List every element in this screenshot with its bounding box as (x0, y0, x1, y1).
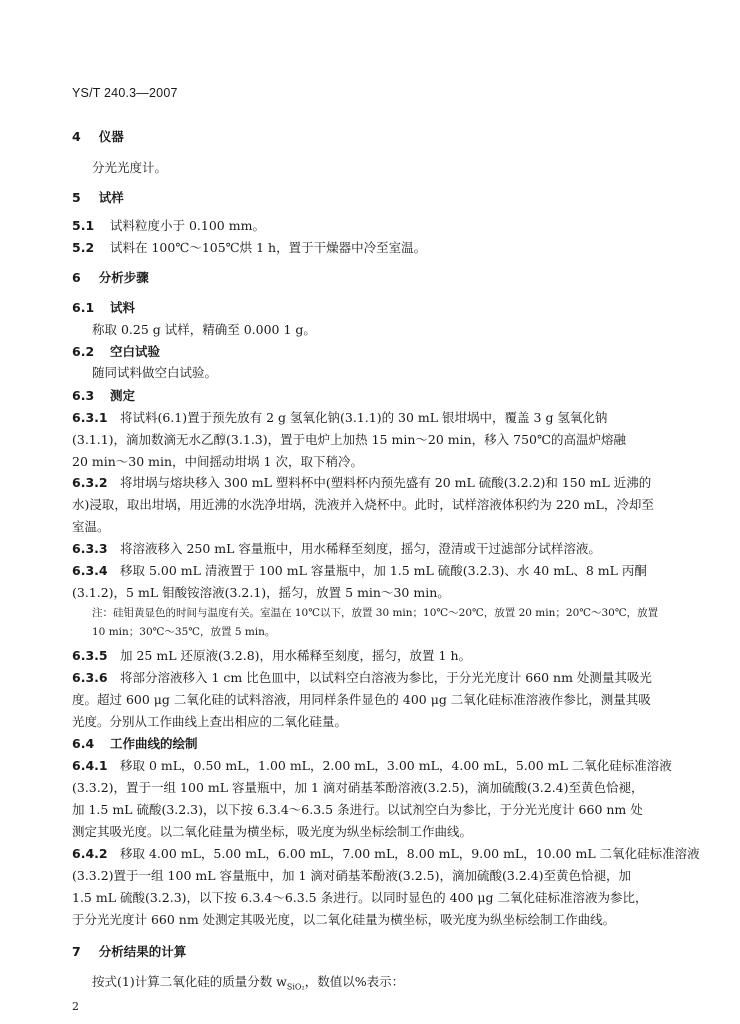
section-title: 分析步骤 (98, 270, 149, 285)
section-title: 试样 (98, 190, 124, 205)
clause-6-3-5: 6.3.5 加 25 mL 还原液(3.2.8)，用水稀释至刻度，摇匀，放置 1 h。 (72, 648, 471, 663)
section-4-body: 分光光度计。 (92, 160, 168, 175)
clause-6-4-1-line-3: 加 1.5 mL 硫酸(3.2.3)，以下按 6.3.4～6.3.5 条进行。以试剂空白为参比，于分光光度计 660 nm 处 (72, 802, 643, 817)
clause-6-3-6-line-1: 6.3.6 将部分溶液移入 1 cm 比色皿中，以试料空白溶液为参比，于分光光度计 660 nm 处测量其吸光 (72, 670, 652, 685)
clause-6-3-6-line-3: 光度。分别从工作曲线上查出相应的二氧化硅量。 (72, 714, 348, 729)
clause-6-4-2-line-2: (3.3.2)置于一组 100 mL 容量瓶中，加 1 滴对硝基苯酚液(3.2.5)，滴加硫酸(3.2.4)至黄色恰褪，加 (72, 868, 632, 883)
clause-6-4-2-line-4: 于分光光度计 660 nm 处测定其吸光度，以二氧化硅量为横坐标，吸光度为纵坐标绘制工作曲线。 (72, 912, 616, 927)
section-4-heading (72, 127, 124, 145)
section-title: 仪器 (98, 129, 124, 144)
clause-6-4-2-line-3: 1.5 mL 硫酸(3.2.3)，以下按 6.3.4～6.3.5 条进行。以同时显色的 400 μg 二氧化硅标准溶液为参比， (72, 890, 648, 905)
section-number: 5 (72, 190, 81, 205)
clause-6-4-heading: 6.4 工作曲线的绘制 (72, 736, 198, 751)
clause-6-3-4-line-2: (3.1.2)，5 mL 钼酸铵溶液(3.2.1)，摇匀，放置 5 min～30 min。 (72, 585, 450, 600)
clause-6-3-4-line-1: 6.3.4 移取 5.00 mL 清液置于 100 mL 容量瓶中，加 1.5 mL 硫酸(3.2.3)、水 40 mL、8 mL 丙酮 (72, 563, 647, 578)
note-line-2: 10 min；30℃～35℃，放置 5 min。 (92, 626, 276, 638)
page-number: 2 (72, 1000, 79, 1013)
section-title: 分析结果的计算 (98, 944, 187, 959)
clause-6-1-heading: 6.1 试料 (72, 300, 136, 315)
clause-6-4-1-line-4: 测定其吸光度。以二氧化硅量为横坐标，吸光度为纵坐标绘制工作曲线。 (72, 824, 473, 839)
clause-5-1: 5.1 试料粒度小于 0.100 mm。 (72, 218, 265, 233)
section-number: 6 (72, 270, 81, 285)
section-5-heading (72, 188, 124, 206)
clause-6-4-2-line-1: 6.4.2 移取 4.00 mL，5.00 mL，6.00 mL，7.00 mL，8.00 mL，9.00 mL，10.00 mL 二氧化硅标准溶液 (72, 846, 700, 861)
clause-6-4-1-line-2: (3.3.2)，置于一组 100 mL 容量瓶中，加 1 滴对硝基苯酚溶液(3.2.5)，滴加硫酸(3.2.4)至黄色恰褪， (72, 780, 644, 795)
formula-subscript: SiO₂ (286, 982, 305, 992)
note-line-1: 注：硅钼黄显色的时间与温度有关。室温在 10℃以下，放置 30 min；10℃～20℃，放置 20 min；20℃～30℃，放置 (92, 607, 659, 619)
clause-6-1-body: 称取 0.25 g 试样，精确至 0.000 1 g。 (92, 322, 316, 337)
clause-6-3-2-line-3: 室温。 (72, 519, 110, 534)
standard-number: YS/T 240.3—2007 (72, 86, 178, 100)
clause-6-2-body: 随同试料做空白试验。 (92, 365, 218, 380)
clause-6-4-1-line-1: 6.4.1 移取 0 mL，0.50 mL，1.00 mL，2.00 mL，3.00 mL，4.00 mL，5.00 mL 二氧化硅标准溶液 (72, 758, 672, 773)
clause-6-3-1-line-3: 20 min～30 min，中间摇动坩埚 1 次，取下稍冷。 (72, 454, 363, 469)
section-7-body: 按式(1)计算二氧化硅的质量分数 $w_{SiO_2}$，数值以%表示： (92, 974, 405, 992)
clause-6-3-1-line-2: (3.1.1)，滴加数滴无水乙醇(3.1.3)，置于电炉上加热 15 min～20 min，移入 750℃的高温炉熔融 (72, 432, 626, 447)
clause-5-2: 5.2 试料在 100℃～105℃烘 1 h，置于干燥器中冷至室温。 (72, 240, 427, 255)
clause-6-3-heading: 6.3 测定 (72, 388, 136, 403)
clause-6-2-heading: 6.2 空白试验 (72, 344, 161, 359)
clause-6-3-6-line-2: 度。超过 600 μg 二氧化硅的试料溶液，用同样条件显色的 400 μg 二氧化硅标准溶液作参比，测量其吸 (72, 692, 651, 707)
section-7-heading (72, 942, 186, 960)
section-6-heading (72, 268, 149, 286)
section-number: 7 (72, 944, 81, 959)
section-number: 4 (72, 129, 81, 144)
clause-6-3-3: 6.3.3 将溶液移入 250 mL 容量瓶中，用水稀释至刻度，摇匀，澄清或干过滤部分试样溶液。 (72, 541, 601, 556)
clause-6-3-2-line-1: 6.3.2 将坩埚与熔块移入 300 mL 塑料杯中(塑料杯内预先盛有 20 mL 硫酸(3.2.2)和 150 mL 近沸的 (72, 475, 652, 490)
clause-6-3-2-line-2: 水)浸取，取出坩埚，用近沸的水洗净坩埚，洗液并入烧杯中。此时，试样溶液体积约为 220 mL，冷却至 (72, 497, 654, 512)
clause-6-3-1-line-1: 6.3.1 将试料(6.1)置于预先放有 2 g 氢氧化钠(3.1.1)的 30 mL 银坩埚中，覆盖 3 g 氢氧化钠 (72, 410, 608, 425)
